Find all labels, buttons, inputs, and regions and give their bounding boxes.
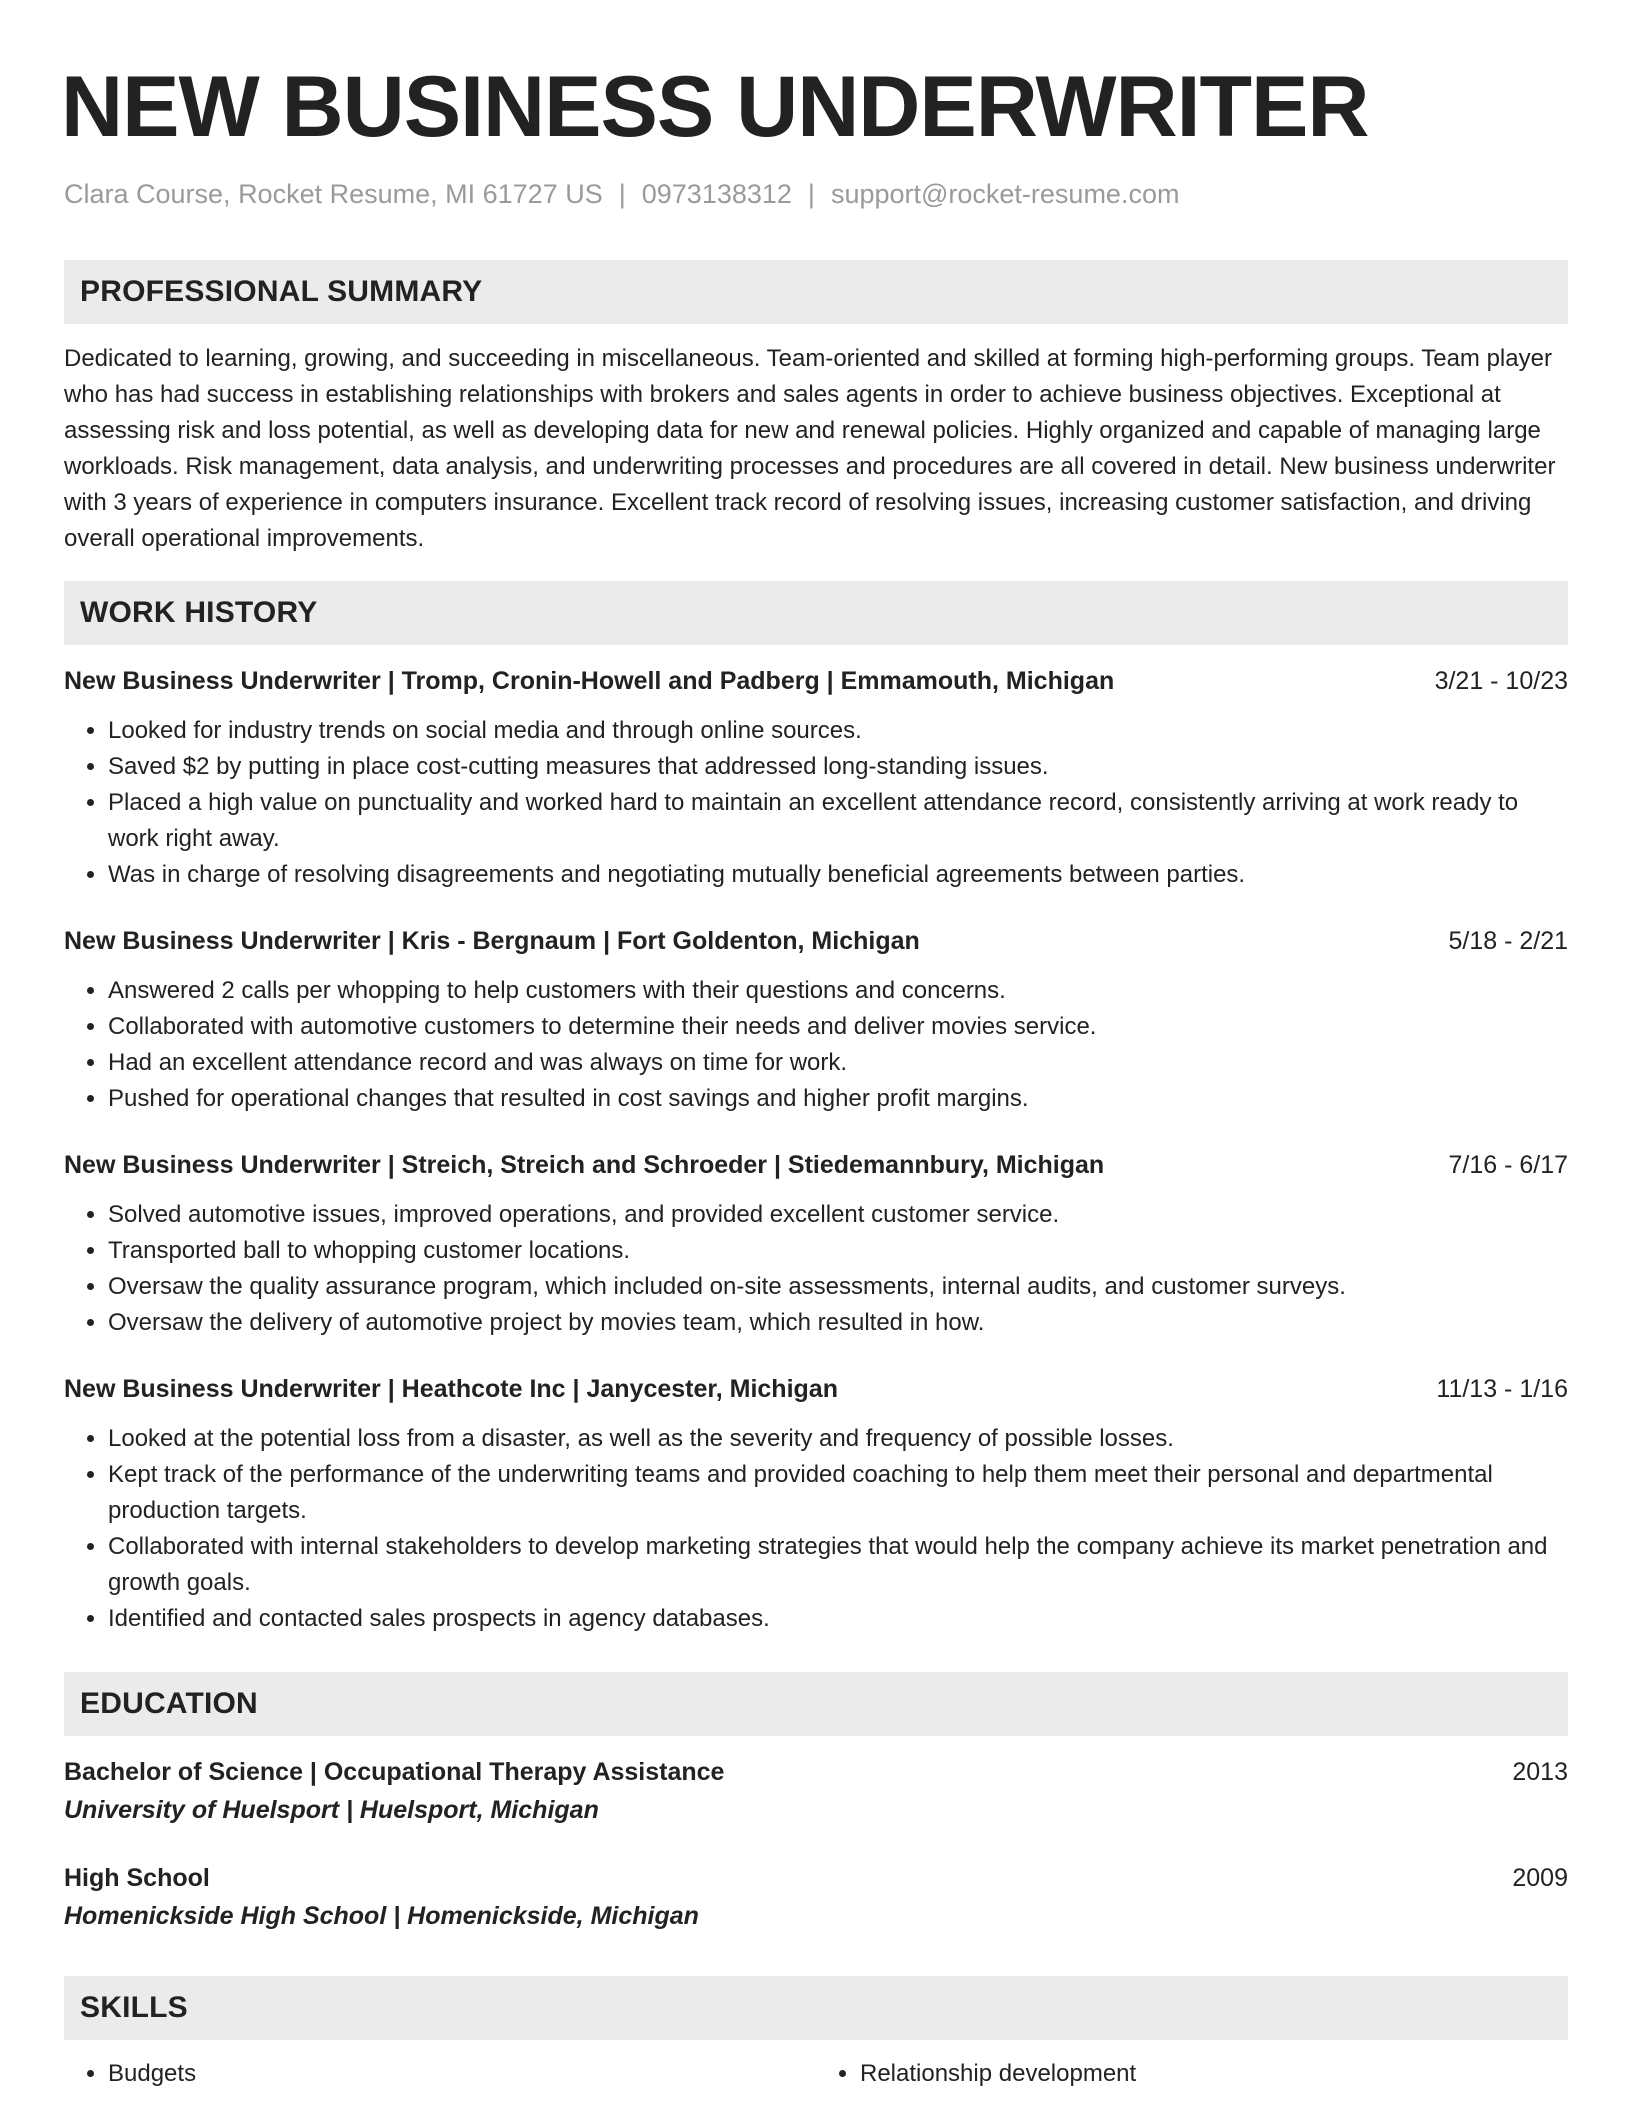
contact-email[interactable]: support@rocket-resume.com [830,179,1180,209]
skill-item: • Budgets [108,2056,816,2092]
skill-item: • Relationship development [860,2056,1568,2092]
job-bullet: • Collaborated with internal stakeholders to develop marketing strategies that would help the company achieve its market penetration and growth goals. [108,1529,1568,1601]
job-bullets [64,973,1568,1117]
job-bullets [64,1197,1568,1341]
education-entry [64,1754,1568,1830]
skills-list [64,2056,1568,2092]
job-dates: 7/16 - 6/17 [1448,1151,1568,1180]
job-entry [64,1147,1568,1341]
section-heading-work-history: WORK HISTORY [64,581,1568,645]
education-degree: Bachelor of Science | Occupational Therapy Assistance [64,1758,725,1787]
job-header [64,1147,1568,1183]
skills-column-right [816,2056,1568,2092]
job-bullet: • Had an excellent attendance record and was always on time for work. [108,1045,1568,1081]
job-bullet: • Pushed for operational changes that resulted in cost savings and higher profit margins. [108,1081,1568,1117]
job-entry [64,1371,1568,1637]
education-year: 2009 [1512,1864,1568,1893]
skills-column-left [64,2056,816,2092]
job-dates: 3/21 - 10/23 [1434,667,1568,696]
section-heading-education: EDUCATION [64,1672,1568,1736]
job-bullet: • Collaborated with automotive customers to determine their needs and deliver movies service. [108,1009,1568,1045]
job-title: New Business Underwriter | Tromp, Cronin-Howell and Padberg | Emmamouth, Michigan [64,667,1115,696]
job-bullet: • Saved $2 by putting in place cost-cutting measures that addressed long-standing issues. [108,749,1568,785]
job-bullet: • Identified and contacted sales prospects in agency databases. [108,1601,1568,1637]
job-title: New Business Underwriter | Kris - Bergnaum | Fort Goldenton, Michigan [64,927,920,956]
contact-line [64,178,1568,210]
job-bullet: • Kept track of the performance of the underwriting teams and provided coaching to help them meet their personal and departmental production targets. [108,1457,1568,1529]
education-school: Homenickside High School | Homenickside, Michigan [64,1902,699,1931]
job-bullet: • Looked at the potential loss from a disaster, as well as the severity and frequency of possible losses. [108,1421,1568,1457]
job-bullet: • Solved automotive issues, improved operations, and provided excellent customer service. [108,1197,1568,1233]
resume-title: NEW BUSINESS UNDERWRITER [61,59,1369,155]
education-header [64,1860,1568,1896]
job-bullets [64,1421,1568,1637]
job-header [64,1371,1568,1407]
job-header [64,923,1568,959]
job-bullets [64,713,1568,893]
job-bullet: • Placed a high value on punctuality and worked hard to maintain an excellent attendance record, consistently arriving at work ready to work right away. [108,785,1568,857]
section-heading-skills: SKILLS [64,1976,1568,2040]
job-header [64,663,1568,699]
contact-address: Clara Course, Rocket Resume, MI 61727 US [64,179,603,209]
job-title: New Business Underwriter | Streich, Streich and Schroeder | Stiedemannbury, Michigan [64,1151,1105,1180]
job-entry [64,923,1568,1117]
job-title: New Business Underwriter | Heathcote Inc | Janycester, Michigan [64,1375,838,1404]
education-year: 2013 [1512,1758,1568,1787]
education-degree: High School [64,1864,210,1893]
education-entry [64,1860,1568,1936]
education-header [64,1754,1568,1790]
job-dates: 5/18 - 2/21 [1448,927,1568,956]
contact-separator: | [618,179,626,209]
education-school: University of Huelsport | Huelsport, Michigan [64,1796,599,1825]
summary-text: Dedicated to learning, growing, and succeeding in miscellaneous. Team-oriented and skilled at forming high-performing groups. Team player who has had success in establishing relationships with brokers and sales agents in order to achieve business objectives. Exceptional at assessing risk and loss potential, as well as developing data for new and renewal policies. Highly organized and capable of managing large workloads. Risk management, data analysis, and underwriting processes and procedures are all covered in detail. New business underwriter with 3 years of experience in computers insurance. Excellent track record of resolving issues, increasing customer satisfaction, and driving overall operational improvements. [64,345,1556,553]
job-bullet: • Answered 2 calls per whopping to help customers with their questions and concerns. [108,973,1568,1009]
job-bullet: • Oversaw the quality assurance program, which included on-site assessments, internal audits, and customer surveys. [108,1269,1568,1305]
job-dates: 11/13 - 1/16 [1436,1375,1568,1404]
job-entry [64,663,1568,893]
job-bullet: • Transported ball to whopping customer locations. [108,1233,1568,1269]
job-bullet: • Was in charge of resolving disagreements and negotiating mutually beneficial agreements between parties. [108,857,1568,893]
job-bullet: • Oversaw the delivery of automotive project by movies team, which resulted in how. [108,1305,1568,1341]
job-bullet: • Looked for industry trends on social media and through online sources. [108,713,1568,749]
section-heading-summary: PROFESSIONAL SUMMARY [64,260,1568,324]
contact-separator: | [807,179,815,209]
contact-phone: 0973138312 [641,179,792,209]
